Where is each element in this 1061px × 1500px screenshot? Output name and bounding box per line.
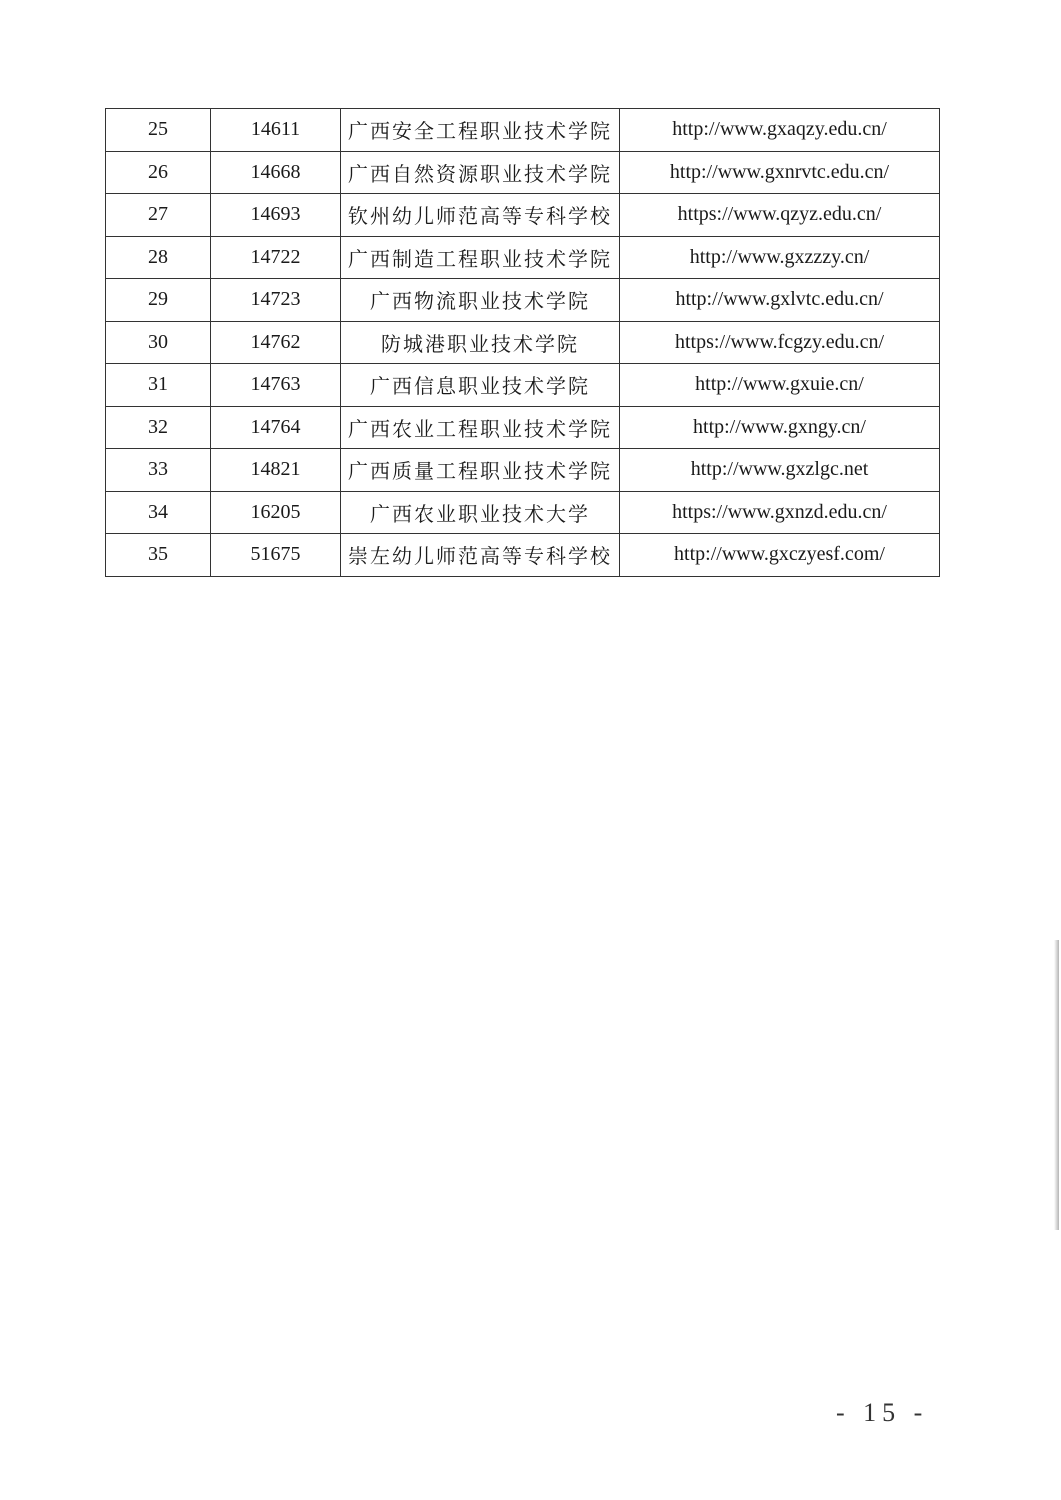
row-number-cell: 33 <box>106 449 211 492</box>
school-name-cell: 广西信息职业技术学院 <box>341 364 620 407</box>
school-table-body <box>106 109 940 577</box>
school-url-cell: http://www.gxuie.cn/ <box>620 364 940 407</box>
school-url-cell: http://www.gxaqzy.edu.cn/ <box>620 109 940 152</box>
table-row <box>106 491 940 534</box>
table-row <box>106 406 940 449</box>
school-url-cell: https://www.gxnzd.edu.cn/ <box>620 491 940 534</box>
school-name-cell: 广西制造工程职业技术学院 <box>341 236 620 279</box>
school-url-cell: https://www.qzyz.edu.cn/ <box>620 194 940 237</box>
school-code-cell: 14722 <box>211 236 341 279</box>
school-name-cell: 广西安全工程职业技术学院 <box>341 109 620 152</box>
school-code-cell: 14693 <box>211 194 341 237</box>
school-url-cell: http://www.gxnrvtc.edu.cn/ <box>620 151 940 194</box>
table-row <box>106 534 940 577</box>
school-name-cell: 钦州幼儿师范高等专科学校 <box>341 194 620 237</box>
row-number-cell: 25 <box>106 109 211 152</box>
school-code-cell: 14723 <box>211 279 341 322</box>
school-name-cell: 广西自然资源职业技术学院 <box>341 151 620 194</box>
school-code-cell: 14762 <box>211 321 341 364</box>
school-code-cell: 14821 <box>211 449 341 492</box>
row-number-cell: 29 <box>106 279 211 322</box>
table-row <box>106 449 940 492</box>
school-name-cell: 广西物流职业技术学院 <box>341 279 620 322</box>
school-name-cell: 防城港职业技术学院 <box>341 321 620 364</box>
school-url-cell: http://www.gxzlgc.net <box>620 449 940 492</box>
table-row <box>106 109 940 152</box>
school-code-cell: 16205 <box>211 491 341 534</box>
table-row <box>106 236 940 279</box>
row-number-cell: 34 <box>106 491 211 534</box>
school-code-cell: 14764 <box>211 406 341 449</box>
school-name-cell: 崇左幼儿师范高等专科学校 <box>341 534 620 577</box>
row-number-cell: 31 <box>106 364 211 407</box>
row-number-cell: 26 <box>106 151 211 194</box>
school-url-cell: http://www.gxngy.cn/ <box>620 406 940 449</box>
table-row <box>106 151 940 194</box>
row-number-cell: 35 <box>106 534 211 577</box>
school-name-cell: 广西农业工程职业技术学院 <box>341 406 620 449</box>
school-url-cell: http://www.gxlvtc.edu.cn/ <box>620 279 940 322</box>
row-number-cell: 27 <box>106 194 211 237</box>
row-number-cell: 32 <box>106 406 211 449</box>
table-row <box>106 321 940 364</box>
row-number-cell: 30 <box>106 321 211 364</box>
table-row <box>106 279 940 322</box>
school-name-cell: 广西农业职业技术大学 <box>341 491 620 534</box>
school-name-cell: 广西质量工程职业技术学院 <box>341 449 620 492</box>
school-code-cell: 14611 <box>211 109 341 152</box>
page-number: - 15 - <box>836 1398 929 1427</box>
school-url-cell: http://www.gxzzzy.cn/ <box>620 236 940 279</box>
school-table <box>105 108 940 577</box>
school-code-cell: 14763 <box>211 364 341 407</box>
school-url-cell: https://www.fcgzy.edu.cn/ <box>620 321 940 364</box>
table-row <box>106 194 940 237</box>
school-code-cell: 14668 <box>211 151 341 194</box>
school-code-cell: 51675 <box>211 534 341 577</box>
table-row <box>106 364 940 407</box>
scan-edge-shadow <box>1054 940 1059 1230</box>
school-url-cell: http://www.gxczyesf.com/ <box>620 534 940 577</box>
row-number-cell: 28 <box>106 236 211 279</box>
